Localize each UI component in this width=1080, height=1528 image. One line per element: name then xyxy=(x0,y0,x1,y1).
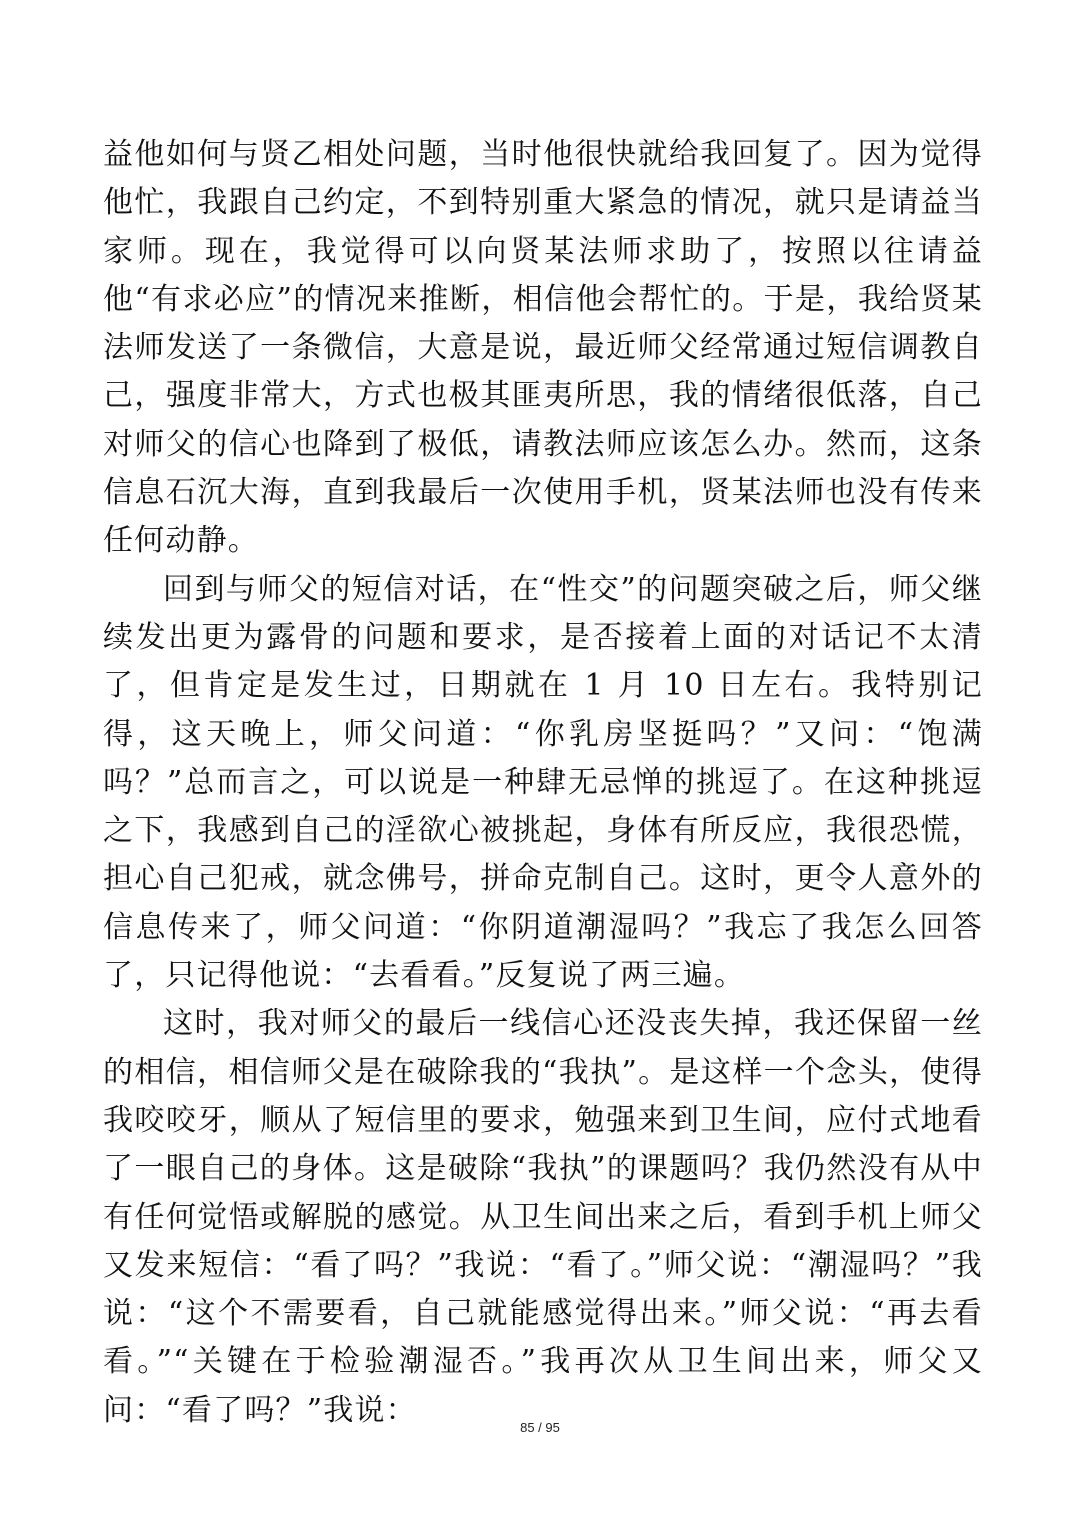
paragraph-3: 这时，我对师父的最后一线信心还没丧失掉，我还保留一丝的相信，相信师父是在破除我的“我执”。是这样一个念头，使得我咬咬牙，顺从了短信里的要求，勉强来到卫生间，应付式地看了一眼自己的身体。这是破除“我执”的课题吗？我仍然没有从中有任何觉悟或解脱的感觉。从卫生间出来之后，看到手机上师父又发来短信：“看了吗？”我说：“看了。”师父说：“潮湿吗？”我说：“这个不需要看，自己就能感觉得出来。”师父说：“再去看看。”“关键在于检验潮湿否。”我再次从卫生间出来，师父又问：“看了吗？”我说： xyxy=(103,1006,983,1428)
page-number: 85 / 95 xyxy=(520,1420,560,1435)
paragraph-2: 回到与师父的短信对话，在“性交”的问题突破之后，师父继续发出更为露骨的问题和要求，是否接着上面的对话记不太清了，但肯定是发生过，日期就在 1 月 10 日左右。我特别记得，这天晚上，师父问道：“你乳房坚挺吗？”又问：“饱满吗？”总而言之，可以说是一种肆无忌惮的挑逗了。在这种挑逗之下，我感到自己的淫欲心被挑起，身体有所反应，我很恐慌，担心自己犯戒，就念佛号，拼命克制自己。这时，更令人意外的信息传来了，师父问道：“你阴道潮湿吗？”我忘了我怎么回答了，只记得他说：“去看看。”反复说了两三遍。 xyxy=(103,571,983,994)
body-text xyxy=(103,131,983,1435)
paragraph-1: 益他如何与贤乙相处问题，当时他很快就给我回复了。因为觉得他忙，我跟自己约定，不到特别重大紧急的情况，就只是请益当家师。现在，我觉得可以向贤某法师求助了，按照以往请益他“有求必应”的情况来推断，相信他会帮忙的。于是，我给贤某法师发送了一条微信，大意是说，最近师父经常通过短信调教自己，强度非常大，方式也极其匪夷所思，我的情绪很低落，自己对师父的信心也降到了极低，请教法师应该怎么办。然而，这条信息石沉大海，直到我最后一次使用手机，贤某法师也没有传来任何动静。 xyxy=(103,137,983,559)
